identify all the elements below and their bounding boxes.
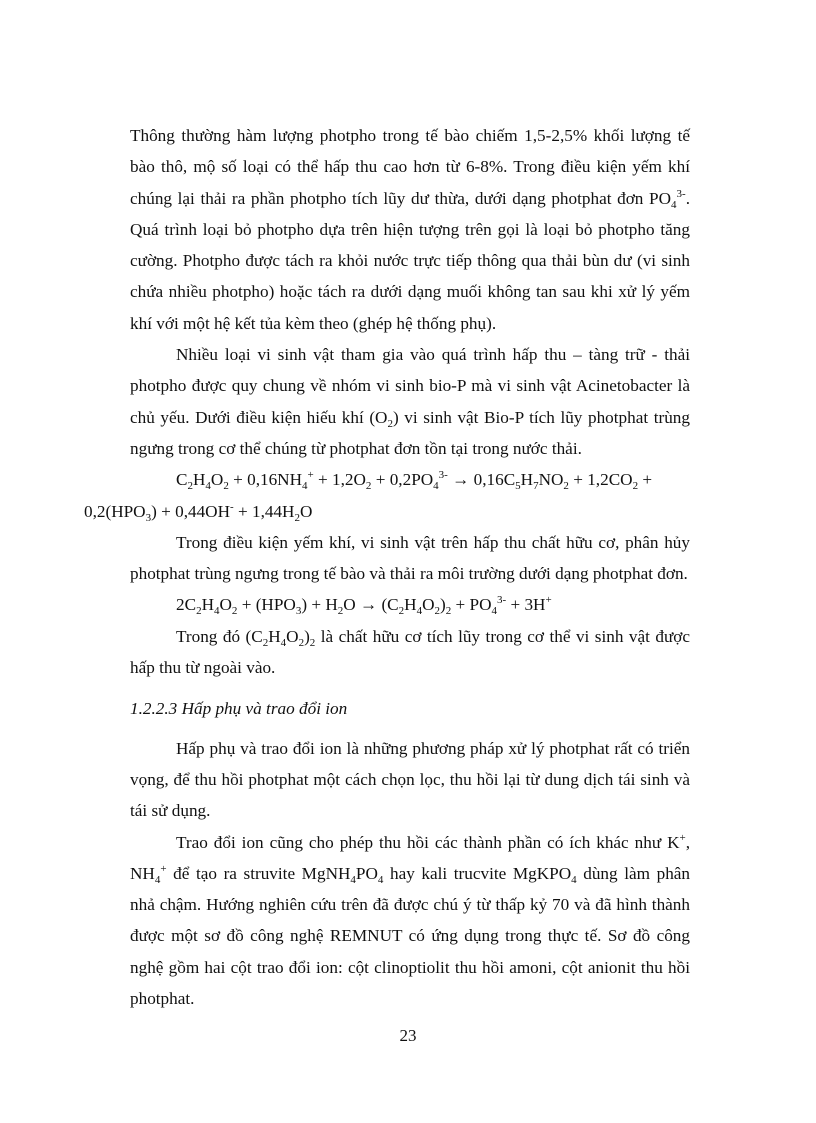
- section-heading: 1.2.2.3 Hấp phụ và trao đổi ion: [130, 699, 348, 719]
- document-page: [84, 120, 691, 1014]
- paragraph-4: Trong đó $(C_2H_4O_2)_2$ là chất hữu cơ tích lũy trong cơ thể vi sinh vật được hấp thu từ ngoài vào.: [130, 626, 690, 678]
- equation-2: $2C_2H_4O_2 + (HPO_3) + H_2O \to (C_2H_4O_2)_2 + PO_4^{3-} + 3H^+$: [176, 594, 552, 618]
- paragraph-1: Thông thường hàm lượng photpho trong tế bào chiếm 1,5-2,5% khối lượng tế bào thô, mộ số loại có thể hấp thu cao hơn từ 6-8%. Trong điều kiện yếm khí chúng lại thải ra phần photpho tích lũy dư thừa, dưới dạng photphat đơn $PO_4^{3-}$. Quá trình loại bỏ photpho dựa trên hiện tượng trên gọi là loại bỏ photpho tăng cường. Photpho được tách ra khỏi nước trực tiếp thông qua thải bùn dư (vi sinh chứa nhiều photpho) hoặc tách ra dưới dạng muối không tan sau khi xử lý yếm khí với một hệ kết tủa kèm theo (ghép hệ thống phụ).: [130, 126, 690, 333]
- equation-1: $C_2H_4O_2 + 0,16NH_4^+ + 1,2O_2 + 0,2PO_4^{3-} \to 0,16C_5H_7NO_2 + 1,2CO_2$ + $0,2(HPO_3) + 0,44OH^- + 1,44H_2O$: [84, 469, 653, 524]
- paragraph-5: Hấp phụ và trao đổi ion là những phương pháp xử lý photphat rất có triển vọng, để thu hồi photphat một cách chọn lọc, thu hồi lại từ dung dịch tái sinh và tái sử dụng.: [130, 738, 690, 821]
- paragraph-3: Trong điều kiện yếm khí, vi sinh vật trên hấp thu chất hữu cơ, phân hủy photphat trùng ngưng trong tế bào và thải ra môi trường dưới dạng photphat đơn.: [130, 532, 690, 584]
- reaction-arrow: →: [355, 595, 382, 615]
- paragraph-6: Trao đổi ion cũng cho phép thu hồi các thành phần có ích khác như K+, $NH_4^+$ để tạo ra struvite $MgNH_4PO_4$ hay kali trucvite MgKPO$_4$ dùng làm phân nhả chậm. Hướng nghiên cứu trên đã được chú ý từ thấp kỷ 70 và đã hình thành được một sơ đồ công nghệ REMNUT có ứng dụng trong thực tế. Sơ đồ công nghệ gồm hai cột trao đổi ion: cột clinoptiolit thu hồi amoni, cột anionit thu hồi photphat.: [130, 831, 691, 1009]
- reaction-arrow: →: [447, 470, 474, 490]
- page-number: 23: [399, 1026, 417, 1045]
- paragraph-2: Nhiều loại vi sinh vật tham gia vào quá trình hấp thu – tàng trữ - thải photpho được quy chung về nhóm vi sinh bio-P mà vi sinh vật Acinetobacter là chủ yếu. Dưới điều kiện hiếu khí $(O_2)$ vi sinh vật Bio-P tích lũy photphat trùng ngưng trong cơ thể chúng từ photphat đơn tồn tại trong nước thải.: [130, 345, 690, 458]
